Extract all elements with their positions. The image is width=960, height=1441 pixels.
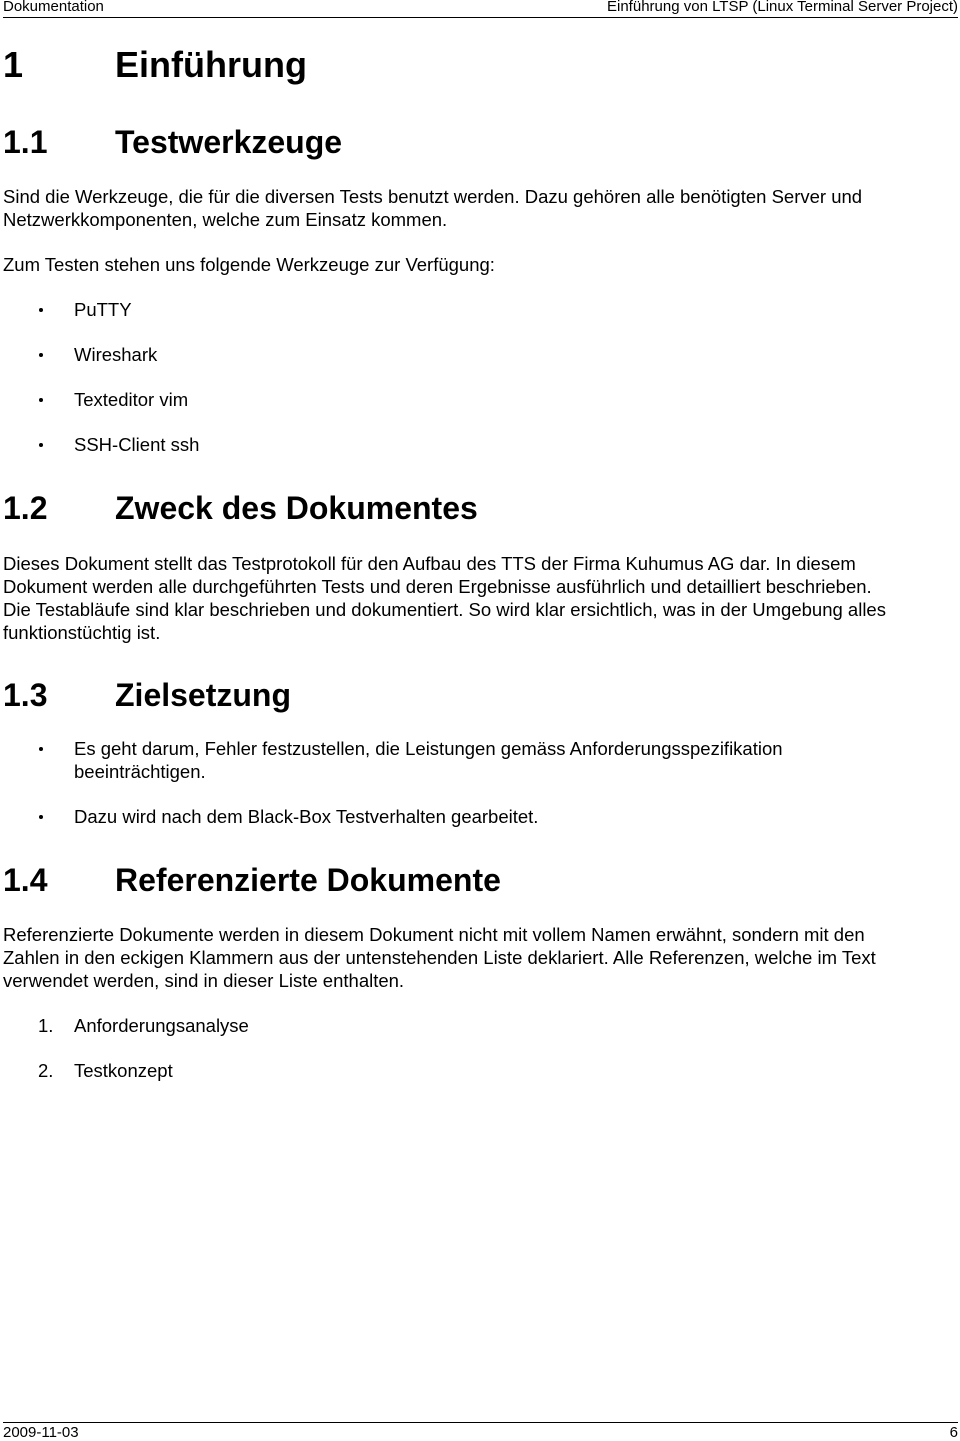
bullet-icon: [39, 747, 43, 751]
paragraph-line: Dieses Dokument stellt das Testprotokoll für den Aufbau des TTS der Firma Kuhumus AG dar. In diesem: [3, 553, 856, 574]
heading-number: 1.3: [3, 677, 48, 713]
list-item-text: Texteditor vim: [74, 389, 189, 410]
page-header: [3, 0, 958, 18]
list-item-text: [74, 737, 783, 783]
paragraph-line: Die Testabläufe sind klar beschrieben und dokumentiert. So wird klar ersichtlich, was in der Umgebung alles: [3, 599, 886, 620]
heading-zweck-des-dokumentes: [3, 490, 478, 527]
heading-title: Zweck des Dokumentes: [115, 490, 478, 526]
heading-einfuehrung: [3, 44, 307, 86]
list-item-text: SSH-Client ssh: [74, 434, 200, 455]
list-item-line: Es geht darum, Fehler festzustellen, die Leistungen gemäss Anforderungsspezifikation: [74, 738, 783, 759]
page-number: 6: [949, 1424, 958, 1441]
heading-title: Referenzierte Dokumente: [115, 862, 501, 898]
heading-number: 1.4: [3, 862, 48, 898]
paragraph-line: Zahlen in den eckigen Klammern aus der untenstehenden Liste deklariert. Alle Referenzen, welche im Text: [3, 947, 876, 968]
list-number: 1.: [38, 1015, 54, 1036]
bullet-icon: [39, 398, 43, 402]
referenzen-paragraph: [3, 923, 958, 992]
list-item-text: Testkonzept: [74, 1060, 173, 1081]
paragraph-line: funktionstüchtig ist.: [3, 622, 161, 643]
bullet-icon: [39, 815, 43, 819]
bullet-icon: [39, 353, 43, 357]
paragraph-line: Netzwerkkomponenten, welche zum Einsatz kommen.: [3, 209, 448, 230]
bullet-icon: [39, 443, 43, 447]
heading-title: Testwerkzeuge: [115, 124, 343, 160]
paragraph-line: Dokument werden alle durchgeführten Tests und deren Ergebnisse ausführlich und detailliert beschrieben.: [3, 576, 872, 597]
heading-number: 1.2: [3, 490, 48, 526]
heading-title: Zielsetzung: [115, 677, 292, 713]
heading-number: 1.1: [3, 124, 48, 160]
testwerkzeuge-intro-paragraph: [3, 185, 958, 231]
paragraph-line: Sind die Werkzeuge, die für die diversen Tests benutzt werden. Dazu gehören alle benötigten Server und: [3, 186, 863, 207]
footer-date: 2009-11-03: [3, 1424, 79, 1441]
heading-number: 1: [3, 44, 24, 85]
list-item-text: Anforderungsanalyse: [74, 1015, 249, 1036]
header-document-title: Einführung von LTSP (Linux Terminal Server Project): [607, 0, 958, 15]
paragraph-line: verwendet werden, sind in dieser Liste enthalten.: [3, 970, 405, 991]
paragraph-line: Referenzierte Dokumente werden in diesem Dokument nicht mit vollem Namen erwähnt, sondern mit den: [3, 924, 865, 945]
list-number: 2.: [38, 1060, 54, 1081]
heading-title: Einführung: [115, 44, 307, 85]
heading-testwerkzeuge: [3, 124, 342, 161]
list-item-text: PuTTY: [74, 299, 132, 320]
page-footer: [3, 1422, 958, 1441]
werkzeuge-lead-paragraph: Zum Testen stehen uns folgende Werkzeuge zur Verfügung:: [3, 254, 495, 275]
list-item-text: Dazu wird nach dem Black-Box Testverhalten gearbeitet.: [74, 806, 539, 827]
heading-referenzierte-dokumente: [3, 862, 501, 899]
zweck-paragraph: [3, 552, 958, 644]
header-document-label: Dokumentation: [3, 0, 104, 15]
list-item-line: beeinträchtigen.: [74, 761, 206, 782]
bullet-icon: [39, 308, 43, 312]
list-item-text: Wireshark: [74, 344, 158, 365]
heading-zielsetzung: [3, 677, 291, 714]
